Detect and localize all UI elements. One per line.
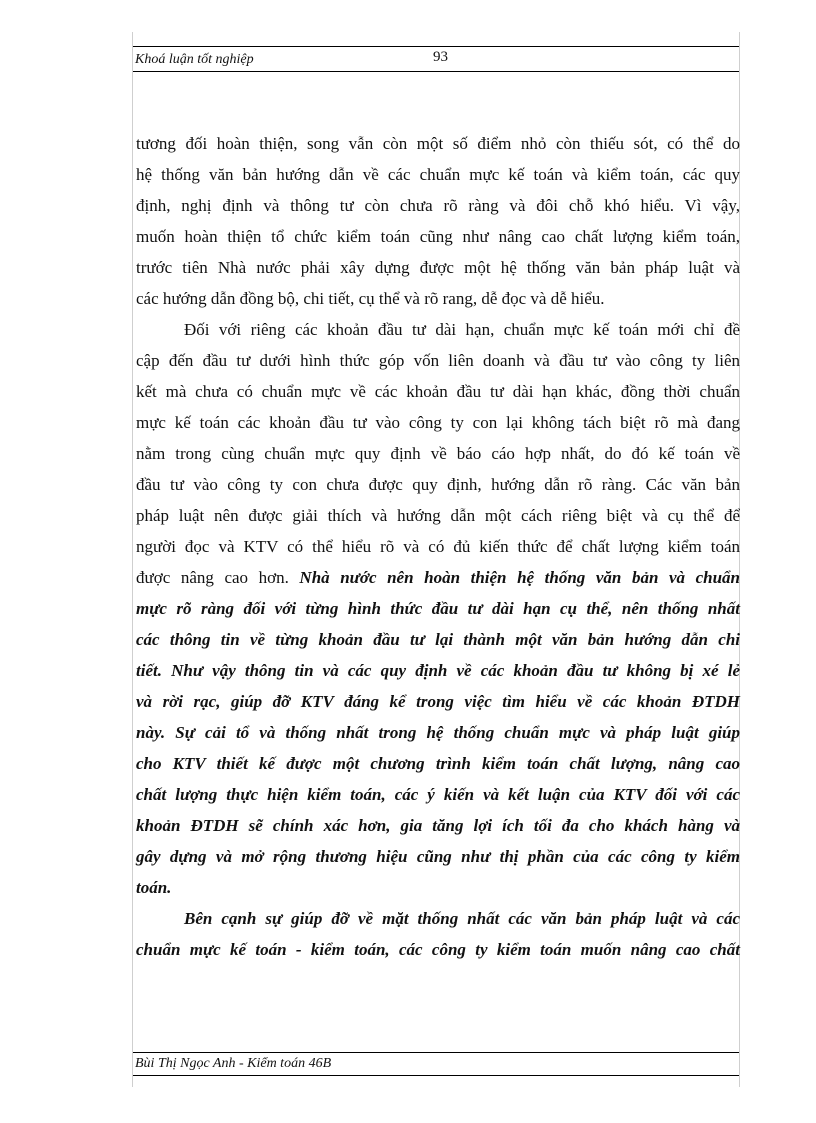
paragraph-1 xyxy=(136,128,740,314)
text-line-emphasis: cho KTV thiết kế được một chương trình kiểm toán chất lượng, nâng cao xyxy=(136,754,740,773)
text-line-emphasis: và rời rạc, giúp đỡ KTV đáng kể trong việc tìm hiểu về các khoản ĐTDH xyxy=(136,692,740,711)
text-line: pháp luật nên được giải thích và hướng dẫn một cách riêng biệt và cụ thể để xyxy=(136,506,740,525)
text-line: trước tiên Nhà nước phải xây dựng được một hệ thống văn bản pháp luật và xyxy=(136,258,740,277)
text-line-emphasis: Bên cạnh sự giúp đỡ về mặt thống nhất các văn bản pháp luật và các xyxy=(184,909,740,928)
footer-author: Bùi Thị Ngọc Anh - Kiểm toán 46B xyxy=(135,1056,332,1071)
page-footer xyxy=(133,1052,739,1076)
page-number: 93 xyxy=(433,49,448,65)
text-line: cập đến đầu tư dưới hình thức góp vốn liên doanh và đầu tư vào công ty liên xyxy=(136,351,740,370)
text-line: muốn hoàn thiện tổ chức kiểm toán cũng như nâng cao chất lượng kiểm toán, xyxy=(136,227,740,246)
text-line: Đối với riêng các khoản đầu tư dài hạn, chuẩn mực kế toán mới chỉ đề xyxy=(184,320,740,339)
mixed-text-line xyxy=(136,562,740,593)
page-header xyxy=(133,46,739,72)
text-line: tương đối hoàn thiện, song vẫn còn một số điểm nhỏ còn thiếu sót, có thể do xyxy=(136,134,740,153)
text-line: đầu tư vào công ty con chưa được quy định, hướng dẫn rõ ràng. Các văn bản xyxy=(136,475,740,494)
text-line-emphasis: mực rõ ràng đối với từng hình thức đầu tư dài hạn cụ thể, nên thống nhất xyxy=(136,599,740,618)
text-line: nằm trong cùng chuẩn mực quy định về báo cáo hợp nhất, do đó kế toán về xyxy=(136,444,740,463)
text-line-emphasis: toán. xyxy=(136,878,172,897)
text-line-emphasis: gây dựng và mở rộng thương hiệu cũng như thị phần của các công ty kiểm xyxy=(136,847,740,866)
text-line-emphasis: chuẩn mực kế toán - kiểm toán, các công ty kiểm toán muốn nâng cao chất xyxy=(136,940,740,959)
text-line: hệ thống văn bản hướng dẫn về các chuẩn mực kế toán và kiểm toán, các quy xyxy=(136,165,740,184)
header-title: Khoá luận tốt nghiệp xyxy=(135,52,254,67)
text-line: mực kế toán các khoản đầu tư vào công ty con lại không tách biệt rõ mà đang xyxy=(136,413,740,432)
text-line-emphasis: khoản ĐTDH sẽ chính xác hơn, gia tăng lợi ích tối đa cho khách hàng và xyxy=(136,816,740,835)
body-text xyxy=(136,128,740,965)
text-line: các hướng dẫn đồng bộ, chi tiết, cụ thể và rõ rang, dễ đọc và dễ hiểu. xyxy=(136,289,605,308)
text-line-emphasis: tiết. Như vậy thông tin và các quy định về các khoản đầu tư không bị xé lẻ xyxy=(136,661,740,680)
paragraph-3 xyxy=(136,903,740,965)
paragraph-2 xyxy=(136,314,740,903)
text-line: kết mà chưa có chuẩn mực về các khoản đầu tư dài hạn khác, đồng thời chuẩn xyxy=(136,382,740,401)
text-bold-italic: Nhà nước nên hoàn thiện hệ thống văn bản và chuẩn xyxy=(299,568,740,587)
text-line: định, nghị định và thông tư còn chưa rõ ràng và đôi chỗ khó hiểu. Vì vậy, xyxy=(136,196,740,215)
text-line-emphasis: các thông tin về từng khoản đầu tư lại thành một văn bản hướng dẫn chi xyxy=(136,630,740,649)
text-line-emphasis: này. Sự cải tổ và thống nhất trong hệ thống chuẩn mực và pháp luật giúp xyxy=(136,723,740,742)
text-line-emphasis: chất lượng thực hiện kiểm toán, các ý kiến và kết luận của KTV đối với các xyxy=(136,785,740,804)
text-line: người đọc và KTV có thể hiểu rõ và có đủ kiến thức để chất lượng kiểm toán xyxy=(136,537,740,556)
text-normal: được nâng cao hơn. xyxy=(136,568,289,587)
